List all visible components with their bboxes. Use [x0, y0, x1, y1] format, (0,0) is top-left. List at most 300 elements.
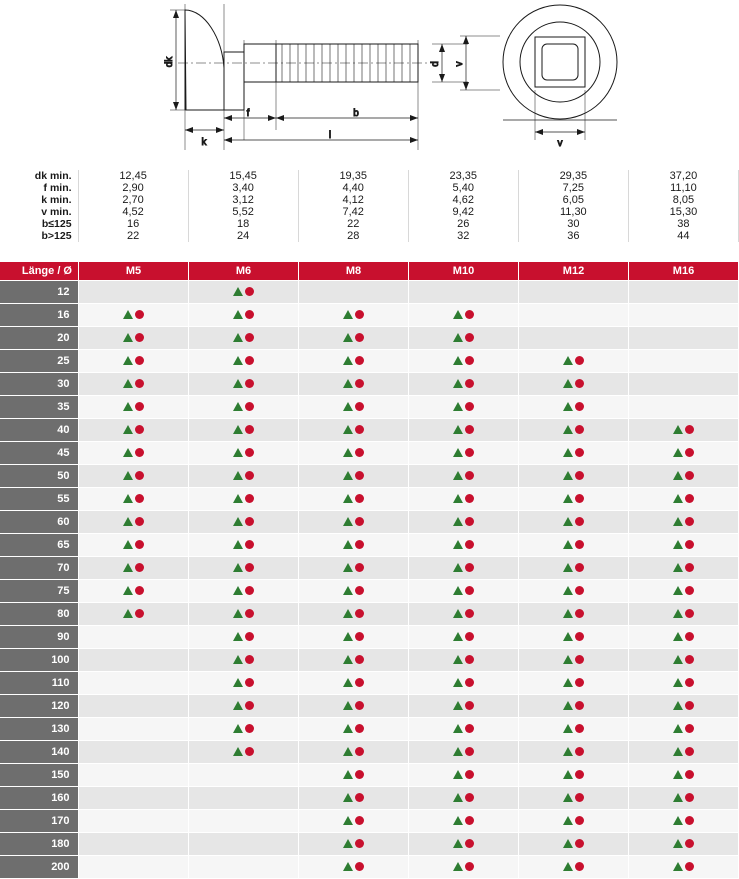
availability-markers	[233, 373, 254, 395]
circle-icon	[245, 333, 254, 342]
specs-row	[0, 206, 739, 218]
length-cell: 180	[0, 833, 78, 856]
availability-markers	[343, 488, 364, 510]
circle-icon	[355, 724, 364, 733]
availability-cell-available	[188, 626, 298, 649]
specs-value: 23,35	[408, 170, 518, 182]
availability-cell-available	[628, 856, 738, 879]
availability-markers	[123, 465, 144, 487]
triangle-icon	[563, 540, 573, 549]
circle-icon	[465, 356, 474, 365]
availability-markers	[343, 741, 364, 763]
availability-cell-available	[628, 419, 738, 442]
specs-row-label: f min.	[43, 182, 72, 194]
availability-cell-available	[628, 534, 738, 557]
availability-cell-available	[298, 580, 408, 603]
availability-cell-available	[188, 557, 298, 580]
triangle-icon	[233, 333, 243, 342]
availability-markers	[563, 350, 584, 372]
availability-markers	[233, 419, 254, 441]
matrix-header-col-2: M8	[298, 262, 408, 280]
availability-cell-available	[298, 856, 408, 879]
specs-row-label: k min.	[41, 194, 72, 206]
triangle-icon	[233, 517, 243, 526]
availability-markers	[233, 511, 254, 533]
circle-icon	[465, 494, 474, 503]
triangle-icon	[123, 333, 133, 342]
circle-icon	[575, 678, 584, 687]
availability-markers	[563, 649, 584, 671]
specs-row-label: b≤125	[41, 218, 72, 230]
availability-cell-available	[408, 511, 518, 534]
triangle-icon	[673, 816, 683, 825]
table-row	[0, 419, 739, 442]
availability-cell-empty	[518, 304, 628, 327]
circle-icon	[575, 586, 584, 595]
triangle-icon	[563, 632, 573, 641]
length-cell: 100	[0, 649, 78, 672]
table-row	[0, 580, 739, 603]
availability-cell-available	[298, 603, 408, 626]
availability-cell-available	[78, 580, 188, 603]
circle-icon	[575, 839, 584, 848]
availability-cell-available	[78, 603, 188, 626]
availability-markers	[673, 810, 694, 832]
triangle-icon	[453, 402, 463, 411]
specs-value: 15,45	[188, 170, 298, 182]
availability-cell-available	[628, 557, 738, 580]
availability-markers	[673, 534, 694, 556]
availability-cell-available	[518, 695, 628, 718]
specs-value: 3,40	[188, 182, 298, 194]
availability-cell-empty	[78, 649, 188, 672]
availability-cell-available	[408, 672, 518, 695]
triangle-icon	[453, 839, 463, 848]
availability-markers	[123, 442, 144, 464]
availability-cell-available	[78, 488, 188, 511]
availability-cell-empty	[78, 764, 188, 787]
circle-icon	[135, 609, 144, 618]
availability-cell-available	[298, 833, 408, 856]
specs-value: 4,62	[408, 194, 518, 206]
availability-cell-available	[78, 396, 188, 419]
circle-icon	[245, 356, 254, 365]
triangle-icon	[673, 448, 683, 457]
availability-cell-empty	[78, 741, 188, 764]
availability-markers	[673, 580, 694, 602]
triangle-icon	[673, 494, 683, 503]
availability-markers	[233, 327, 254, 349]
triangle-icon	[563, 816, 573, 825]
circle-icon	[465, 701, 474, 710]
availability-markers	[123, 557, 144, 579]
availability-markers	[673, 856, 694, 878]
triangle-icon	[563, 862, 573, 871]
availability-cell-available	[408, 649, 518, 672]
availability-markers	[453, 534, 474, 556]
availability-cell-empty	[78, 810, 188, 833]
availability-markers	[233, 741, 254, 763]
specs-row	[0, 230, 739, 242]
circle-icon	[465, 632, 474, 641]
availability-cell-available	[408, 442, 518, 465]
triangle-icon	[453, 632, 463, 641]
triangle-icon	[563, 770, 573, 779]
table-row	[0, 787, 739, 810]
circle-icon	[685, 839, 694, 848]
triangle-icon	[453, 425, 463, 434]
availability-cell-available	[298, 327, 408, 350]
triangle-icon	[673, 540, 683, 549]
triangle-icon	[233, 425, 243, 434]
availability-cell-empty	[78, 626, 188, 649]
triangle-icon	[233, 563, 243, 572]
circle-icon	[685, 701, 694, 710]
triangle-icon	[563, 678, 573, 687]
triangle-icon	[343, 471, 353, 480]
availability-markers	[453, 649, 474, 671]
triangle-icon	[123, 586, 133, 595]
availability-cell-available	[298, 718, 408, 741]
triangle-icon	[123, 425, 133, 434]
availability-markers	[233, 350, 254, 372]
availability-cell-available	[408, 833, 518, 856]
triangle-icon	[233, 632, 243, 641]
availability-cell-empty	[188, 787, 298, 810]
triangle-icon	[123, 609, 133, 618]
availability-cell-empty	[628, 327, 738, 350]
specs-value: 22	[78, 230, 188, 242]
circle-icon	[355, 839, 364, 848]
circle-icon	[355, 471, 364, 480]
specs-value: 38	[628, 218, 738, 230]
triangle-icon	[673, 425, 683, 434]
availability-cell-available	[298, 304, 408, 327]
availability-markers	[453, 304, 474, 326]
availability-markers	[343, 396, 364, 418]
availability-cell-available	[298, 350, 408, 373]
triangle-icon	[673, 655, 683, 664]
table-row	[0, 718, 739, 741]
availability-markers	[123, 373, 144, 395]
triangle-icon	[453, 471, 463, 480]
triangle-icon	[123, 402, 133, 411]
triangle-icon	[563, 609, 573, 618]
availability-cell-available	[188, 603, 298, 626]
triangle-icon	[673, 701, 683, 710]
availability-cell-available	[298, 419, 408, 442]
availability-markers	[453, 741, 474, 763]
triangle-icon	[453, 655, 463, 664]
availability-markers	[453, 580, 474, 602]
table-row	[0, 741, 739, 764]
circle-icon	[465, 770, 474, 779]
circle-icon	[465, 563, 474, 572]
table-row	[0, 557, 739, 580]
triangle-icon	[233, 724, 243, 733]
availability-cell-available	[408, 488, 518, 511]
circle-icon	[575, 816, 584, 825]
circle-icon	[355, 517, 364, 526]
length-cell: 120	[0, 695, 78, 718]
availability-cell-available	[188, 281, 298, 304]
triangle-icon	[563, 379, 573, 388]
circle-icon	[135, 517, 144, 526]
availability-markers	[453, 488, 474, 510]
circle-icon	[245, 678, 254, 687]
availability-markers	[453, 350, 474, 372]
availability-cell-available	[188, 396, 298, 419]
availability-markers	[343, 304, 364, 326]
availability-markers	[343, 373, 364, 395]
circle-icon	[465, 678, 474, 687]
triangle-icon	[453, 356, 463, 365]
specs-row	[0, 218, 739, 230]
specs-value: 30	[518, 218, 628, 230]
availability-cell-available	[298, 534, 408, 557]
circle-icon	[685, 425, 694, 434]
triangle-icon	[673, 609, 683, 618]
availability-markers	[233, 304, 254, 326]
availability-cell-available	[188, 534, 298, 557]
availability-cell-available	[188, 465, 298, 488]
circle-icon	[575, 655, 584, 664]
circle-icon	[575, 494, 584, 503]
circle-icon	[135, 540, 144, 549]
availability-markers	[343, 350, 364, 372]
availability-markers	[343, 833, 364, 855]
circle-icon	[685, 770, 694, 779]
triangle-icon	[233, 494, 243, 503]
availability-markers	[563, 810, 584, 832]
availability-markers	[673, 833, 694, 855]
triangle-icon	[123, 379, 133, 388]
specs-value: 2,90	[78, 182, 188, 194]
triangle-icon	[563, 655, 573, 664]
specs-value: 32	[408, 230, 518, 242]
availability-cell-empty	[628, 350, 738, 373]
circle-icon	[135, 379, 144, 388]
triangle-icon	[673, 770, 683, 779]
availability-cell-available	[408, 465, 518, 488]
availability-cell-available	[518, 511, 628, 534]
availability-markers	[563, 465, 584, 487]
availability-cell-available	[188, 488, 298, 511]
circle-icon	[685, 540, 694, 549]
triangle-icon	[563, 793, 573, 802]
availability-markers	[453, 695, 474, 717]
availability-markers	[343, 672, 364, 694]
length-cell: 75	[0, 580, 78, 603]
triangle-icon	[563, 425, 573, 434]
length-cell: 130	[0, 718, 78, 741]
availability-markers	[233, 695, 254, 717]
availability-cell-available	[518, 649, 628, 672]
circle-icon	[465, 425, 474, 434]
triangle-icon	[343, 333, 353, 342]
availability-cell-empty	[188, 856, 298, 879]
triangle-icon	[343, 310, 353, 319]
availability-cell-available	[518, 396, 628, 419]
availability-cell-empty	[78, 833, 188, 856]
length-cell: 70	[0, 557, 78, 580]
triangle-icon	[563, 747, 573, 756]
triangle-icon	[343, 724, 353, 733]
availability-cell-available	[78, 465, 188, 488]
availability-markers	[343, 764, 364, 786]
circle-icon	[355, 816, 364, 825]
availability-markers	[343, 718, 364, 740]
availability-cell-available	[628, 718, 738, 741]
specs-value: 5,40	[408, 182, 518, 194]
specs-value: 9,42	[408, 206, 518, 218]
availability-cell-available	[518, 603, 628, 626]
triangle-icon	[343, 540, 353, 549]
triangle-icon	[343, 655, 353, 664]
triangle-icon	[233, 356, 243, 365]
availability-markers	[453, 396, 474, 418]
availability-markers	[453, 465, 474, 487]
triangle-icon	[453, 862, 463, 871]
specs-value: 18	[188, 218, 298, 230]
triangle-icon	[343, 678, 353, 687]
availability-markers	[563, 672, 584, 694]
table-row	[0, 281, 739, 304]
specs-value: 4,52	[78, 206, 188, 218]
availability-markers	[233, 442, 254, 464]
circle-icon	[575, 448, 584, 457]
availability-cell-available	[628, 833, 738, 856]
circle-icon	[355, 678, 364, 687]
circle-icon	[245, 310, 254, 319]
length-cell: 150	[0, 764, 78, 787]
availability-markers	[343, 626, 364, 648]
availability-cell-available	[188, 442, 298, 465]
circle-icon	[575, 747, 584, 756]
circle-icon	[465, 379, 474, 388]
availability-markers	[343, 649, 364, 671]
specs-value: 44	[628, 230, 738, 242]
availability-cell-empty	[78, 718, 188, 741]
circle-icon	[245, 701, 254, 710]
triangle-icon	[123, 540, 133, 549]
availability-markers	[563, 488, 584, 510]
circle-icon	[245, 425, 254, 434]
triangle-icon	[673, 517, 683, 526]
availability-cell-available	[408, 419, 518, 442]
availability-markers	[453, 718, 474, 740]
availability-cell-available	[408, 787, 518, 810]
availability-cell-available	[628, 741, 738, 764]
table-row	[0, 327, 739, 350]
availability-cell-available	[298, 672, 408, 695]
availability-markers	[563, 833, 584, 855]
length-cell: 80	[0, 603, 78, 626]
table-row	[0, 350, 739, 373]
circle-icon	[245, 586, 254, 595]
availability-cell-available	[298, 626, 408, 649]
availability-markers	[233, 718, 254, 740]
availability-cell-available	[518, 350, 628, 373]
availability-cell-available	[298, 442, 408, 465]
availability-cell-empty	[188, 764, 298, 787]
triangle-icon	[673, 586, 683, 595]
specs-value: 19,35	[298, 170, 408, 182]
availability-markers	[673, 649, 694, 671]
availability-cell-available	[298, 695, 408, 718]
circle-icon	[575, 793, 584, 802]
specs-row	[0, 182, 739, 194]
triangle-icon	[343, 862, 353, 871]
triangle-icon	[123, 563, 133, 572]
technical-drawing	[0, 0, 739, 168]
length-cell: 45	[0, 442, 78, 465]
length-cell: 140	[0, 741, 78, 764]
availability-markers	[563, 603, 584, 625]
triangle-icon	[563, 563, 573, 572]
availability-markers	[343, 511, 364, 533]
circle-icon	[465, 655, 474, 664]
circle-icon	[355, 770, 364, 779]
circle-icon	[355, 586, 364, 595]
circle-icon	[465, 586, 474, 595]
dimension-label-f: f	[246, 108, 250, 119]
matrix-header-col-5: M16	[628, 262, 738, 280]
availability-markers	[673, 465, 694, 487]
circle-icon	[685, 632, 694, 641]
triangle-icon	[673, 471, 683, 480]
length-cell: 50	[0, 465, 78, 488]
table-row	[0, 672, 739, 695]
circle-icon	[245, 287, 254, 296]
availability-cell-available	[408, 856, 518, 879]
availability-cell-available	[298, 511, 408, 534]
availability-cell-available	[628, 787, 738, 810]
triangle-icon	[343, 793, 353, 802]
availability-cell-available	[298, 741, 408, 764]
availability-markers	[343, 465, 364, 487]
circle-icon	[575, 862, 584, 871]
availability-cell-available	[188, 649, 298, 672]
circle-icon	[245, 540, 254, 549]
specs-value: 6,05	[518, 194, 628, 206]
circle-icon	[685, 448, 694, 457]
availability-cell-available	[628, 672, 738, 695]
availability-cell-available	[78, 350, 188, 373]
availability-cell-available	[518, 557, 628, 580]
circle-icon	[685, 563, 694, 572]
triangle-icon	[453, 701, 463, 710]
circle-icon	[355, 402, 364, 411]
specs-value: 11,30	[518, 206, 628, 218]
circle-icon	[245, 563, 254, 572]
availability-markers	[453, 856, 474, 878]
availability-cell-available	[298, 557, 408, 580]
length-cell: 20	[0, 327, 78, 350]
availability-cell-available	[518, 764, 628, 787]
triangle-icon	[343, 356, 353, 365]
circle-icon	[465, 540, 474, 549]
availability-matrix	[0, 281, 739, 879]
availability-markers	[233, 580, 254, 602]
availability-cell-available	[518, 465, 628, 488]
availability-markers	[673, 511, 694, 533]
availability-cell-available	[298, 488, 408, 511]
circle-icon	[575, 471, 584, 480]
availability-markers	[123, 419, 144, 441]
specs-value: 4,12	[298, 194, 408, 206]
table-row	[0, 833, 739, 856]
